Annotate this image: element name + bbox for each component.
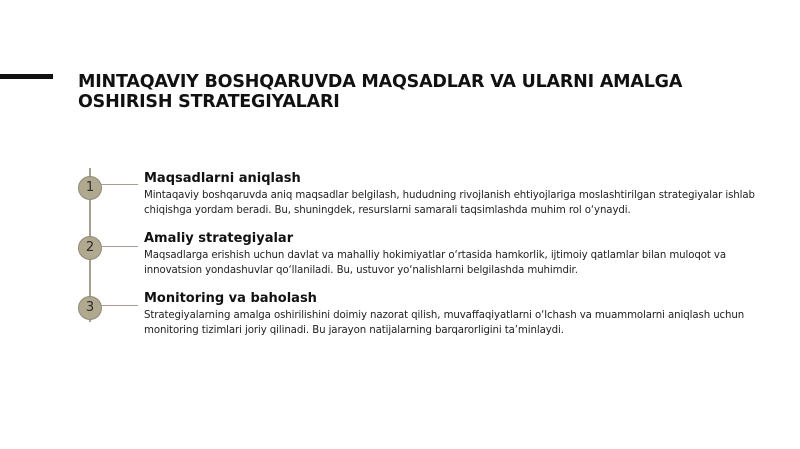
item-body-1: Mintaqaviy boshqaruvda aniq maqsadlar belgilash, hududning rivojlanish ehtiyojlariga moslashtirilgan strategiyalar ishlab chiqishga yordam beradi. Bu, shuningdek, resurslarni samarali taqsimlashda muhim rol o‘ynaydi.: [144, 190, 755, 216]
item-body-2: Maqsadlarga erishish uchun davlat va mahalliy hokimiyatlar o‘rtasida hamkorlik, ijtimoiy qatlamlar bilan muloqot va innovatsion yondashuvlar qo‘llaniladi. Bu, ustuvor yo‘nalishlarni belgilashda muhimdir.: [144, 250, 726, 276]
timeline-node-2: 2: [78, 236, 102, 260]
timeline-node-3: 3: [78, 296, 102, 320]
item-body-3: Strategiyalarning amalga oshirilishini doimiy nazorat qilish, muvaffaqiyatlarni o‘lchash va muammolarni aniqlash uchun monitoring tizimlari joriy qilinadi. Bu jarayon natijalarning barqarorligini ta’minlaydi.: [144, 310, 745, 336]
slide-title-line-1: MINTAQAVIY BOSHQARUVDA MAQSADLAR VA ULARNI AMALGA: [78, 72, 683, 92]
title-accent-bar: [0, 74, 53, 79]
timeline-connector-3: [100, 305, 138, 306]
item-heading-3: Monitoring va baholash: [144, 291, 317, 306]
item-heading-1: Maqsadlarni aniqlash: [144, 171, 301, 186]
timeline-connector-2: [100, 246, 138, 247]
timeline-node-1: 1: [78, 176, 102, 200]
slide-title: [78, 72, 758, 112]
slide-title-line-2: OSHIRISH STRATEGIYALARI: [78, 92, 340, 112]
timeline-connector-1: [100, 184, 138, 185]
item-heading-2: Amaliy strategiyalar: [144, 231, 294, 246]
